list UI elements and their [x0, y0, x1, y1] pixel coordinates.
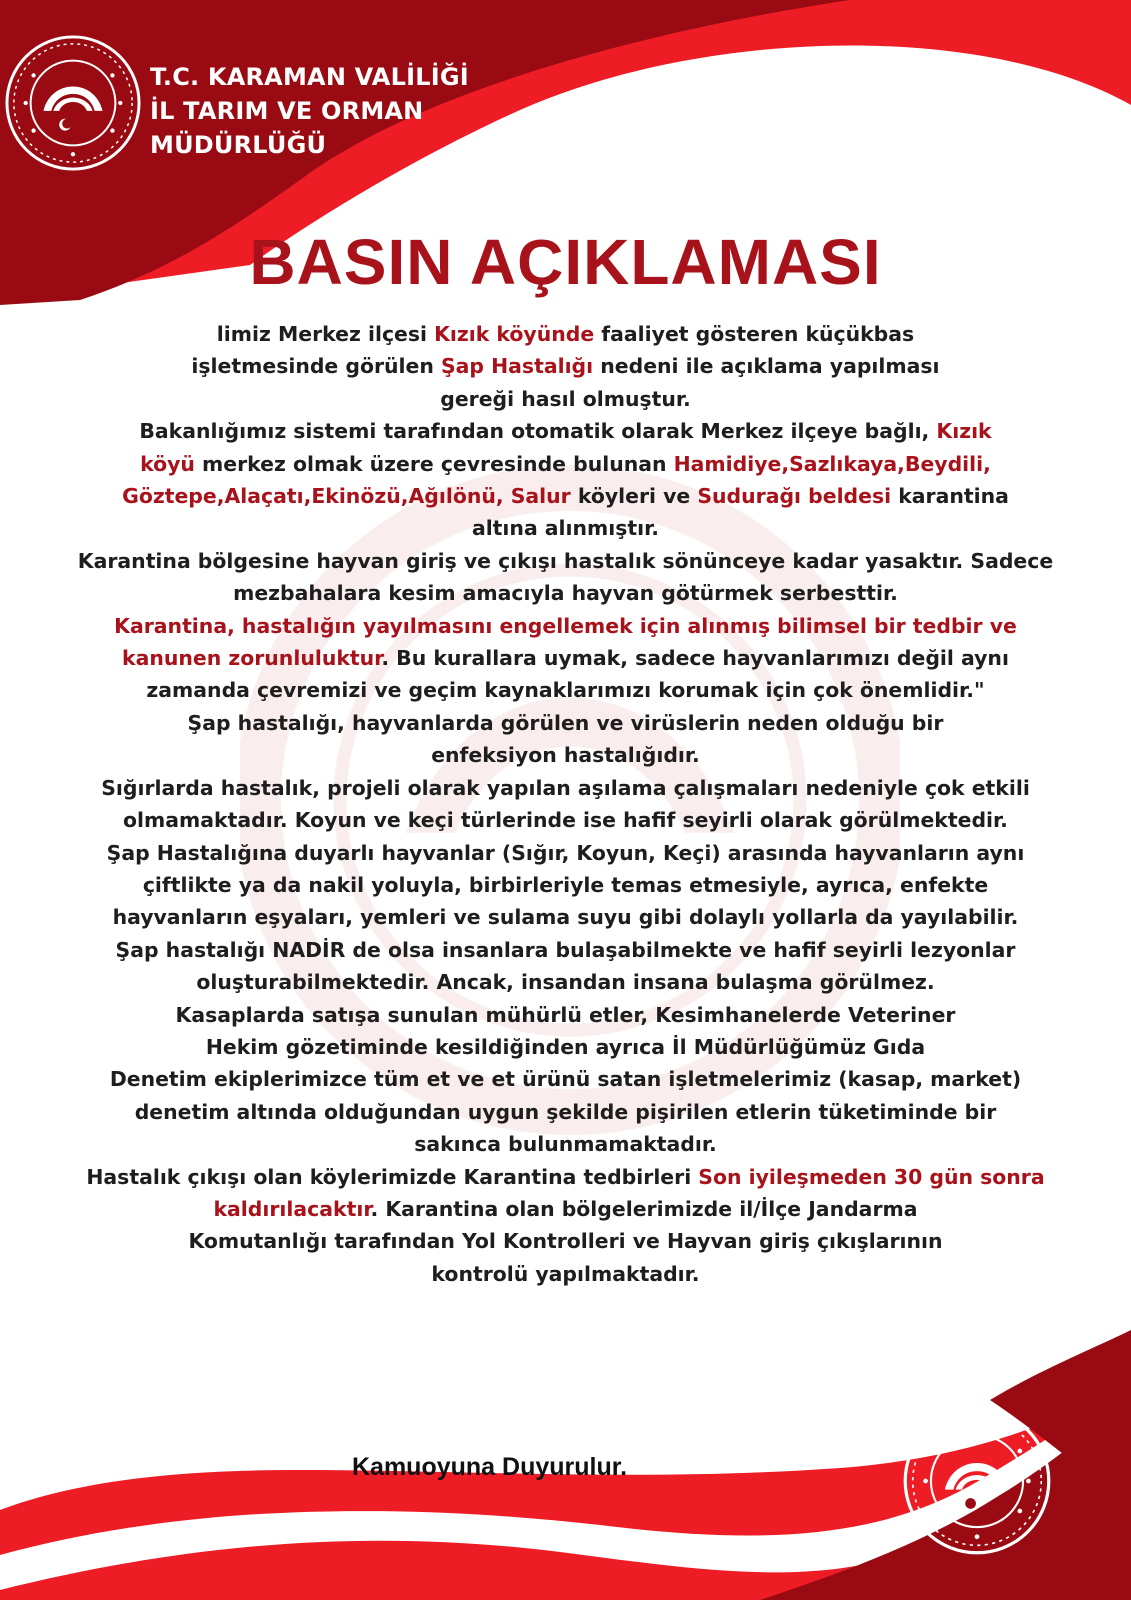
- body-line: [8, 1225, 1123, 1257]
- body-text: Denetim ekiplerimizce tüm et ve et ürünü satan işletmelerimiz (kasap, market): [109, 1067, 1022, 1092]
- highlighted-text: köyü: [140, 451, 195, 476]
- body-text: zamanda çevremizi ve geçim kaynaklarımızı korumak için çok önemlidir.": [146, 678, 985, 703]
- body-line: [8, 739, 1123, 771]
- body-text: merkez olmak üzere çevresinde bulunan: [194, 451, 674, 476]
- body-line: [8, 837, 1123, 869]
- closing-line: Kamuoyuna Duyurulur.: [352, 1453, 628, 1481]
- highlighted-text: Hamidiye,Sazlıkaya,Beydili,: [673, 451, 991, 476]
- body-line: [8, 869, 1123, 901]
- body-text: altına alınmıştır.: [471, 516, 660, 541]
- body-line: [8, 934, 1123, 966]
- body-text: çiftlikte ya da nakil yoluyla, birbirleriyle temas etmesiyle, ayrıca, enfekte: [142, 872, 989, 897]
- body-text: denetim altında olduğundan uygun şekilde pişirilen etlerin tüketiminde bir: [134, 1099, 997, 1124]
- body-text: olmamaktadır. Koyun ve keçi türlerinde ise hafif seyirli olarak görülmektedir.: [123, 808, 1008, 833]
- body-line: [8, 1193, 1123, 1225]
- highlighted-text: Karantina, hastalığın yayılmasını engellemek için alınmış bilimsel bir tedbir ve: [114, 613, 1017, 638]
- body-text: Bakanlığımız sistemi tarafından otomatik olarak Merkez ilçeye bağlı,: [139, 419, 937, 444]
- body-text: Komutanlığı tarafından Yol Kontrolleri ve Hayvan giriş çıkışlarının: [188, 1229, 943, 1254]
- body-line: [8, 480, 1123, 512]
- body-text: . Karantina olan bölgelerimizde il/İlçe Jandarma: [370, 1196, 918, 1221]
- body-text: hayvanların eşyaları, yemleri ve sulama suyu gibi dolaylı yollarla da yayılabilir.: [112, 905, 1019, 930]
- body-line: [8, 674, 1123, 706]
- highlighted-text: kaldırılacaktır: [213, 1196, 371, 1221]
- body-text: enfeksiyon hastalığıdır.: [431, 743, 700, 768]
- body-text: mezbahalara kesim amacıyla hayvan götürmek serbesttir.: [233, 581, 898, 606]
- body-text: . Bu kurallara uymak, sadece hayvanlarımızı değil aynı: [381, 646, 1009, 671]
- body-text: Karantina bölgesine hayvan giriş ve çıkışı hastalık sönünceye kadar yasaktır. Sadece: [77, 548, 1054, 573]
- body-line: [8, 772, 1123, 804]
- body-line: [8, 448, 1123, 480]
- body-text: köyleri ve: [570, 484, 698, 509]
- body-line: [8, 545, 1123, 577]
- body-text: oluşturabilmektedir. Ancak, insandan insana bulaşma görülmez.: [196, 970, 935, 995]
- body-text: Hastalık çıkışı olan köylerimizde Karantina tedbirleri: [86, 1164, 699, 1189]
- org-line-3: MÜDÜRLÜĞÜ: [150, 131, 327, 159]
- body-line: [8, 577, 1123, 609]
- body-line: [8, 610, 1123, 642]
- body-line: [8, 642, 1123, 674]
- highlighted-text: kanunen zorunluluktur: [122, 646, 382, 671]
- highlighted-text: Göztepe,Alaçatı,Ekinözü,Ağılönü, Salur: [122, 484, 571, 509]
- body-line: [8, 318, 1123, 350]
- body-line: [8, 901, 1123, 933]
- body-line: [8, 350, 1123, 382]
- body-line: [8, 1096, 1123, 1128]
- body-text: Şap hastalığı, hayvanlarda görülen ve virüslerin neden olduğu bir: [187, 710, 944, 735]
- ministry-seal-bottom-icon: [902, 1406, 1052, 1556]
- body-line: [8, 1063, 1123, 1095]
- body-text: Hekim gözetiminde kesildiğinden ayrıca İl Müdürlüğümüz Gıda: [205, 1034, 926, 1059]
- highlighted-text: Kızık: [936, 419, 992, 444]
- body-text: faaliyet gösteren küçükbas: [594, 322, 915, 346]
- body-line: [8, 999, 1123, 1031]
- body-text: Şap Hastalığına duyarlı hayvanlar (Sığır, Koyun, Keçi) arasında hayvanların aynı: [106, 840, 1025, 865]
- body-text: işletmesinde görülen: [191, 354, 441, 379]
- body-text: kontrolü yapılmaktadır.: [431, 1261, 700, 1286]
- body-line: [8, 383, 1123, 415]
- body-text: sakınca bulunmamaktadır.: [414, 1132, 717, 1157]
- org-line-1: T.C. KARAMAN VALİLİĞİ: [150, 63, 469, 91]
- highlighted-text: Son iyileşmeden 30 gün sonra: [698, 1164, 1045, 1189]
- highlighted-text: Şap Hastalığı: [440, 354, 594, 379]
- body-text: Şap hastalığı NADİR de olsa insanlara bulaşabilmekte ve hafif seyirli lezyonlar: [115, 937, 1016, 962]
- body-text: nedeni ile açıklama yapılması: [593, 354, 940, 379]
- body-text: limiz Merkez ilçesi: [216, 322, 435, 346]
- ministry-seal-icon: [4, 34, 142, 172]
- body-line: [8, 966, 1123, 998]
- body-line: [8, 707, 1123, 739]
- body-line: [8, 1128, 1123, 1160]
- org-line-2: İL TARIM VE ORMAN: [150, 97, 424, 125]
- body-line: [8, 804, 1123, 836]
- body-text: karantina: [891, 484, 1009, 509]
- press-release-body: [8, 318, 1123, 1290]
- body-text: Kasaplarda satışa sunulan mühürlü etler, Kesimhanelerde Veteriner: [175, 1002, 956, 1027]
- body-line: [8, 415, 1123, 447]
- body-line: [8, 512, 1123, 544]
- highlighted-text: Kızık köyünde: [434, 322, 595, 346]
- body-text: Sığırlarda hastalık, projeli olarak yapılan aşılama çalışmaları nedeniyle çok etkili: [101, 775, 1030, 800]
- header: [0, 0, 1131, 200]
- body-line: [8, 1258, 1123, 1290]
- body-text: gereği hasıl olmuştur.: [440, 386, 691, 411]
- body-line: [8, 1161, 1123, 1193]
- body-line: [8, 1031, 1123, 1063]
- organization-name: [150, 60, 469, 162]
- highlighted-text: Sudurağı beldesi: [697, 484, 892, 509]
- page-title: BASIN AÇIKLAMASI: [249, 226, 882, 298]
